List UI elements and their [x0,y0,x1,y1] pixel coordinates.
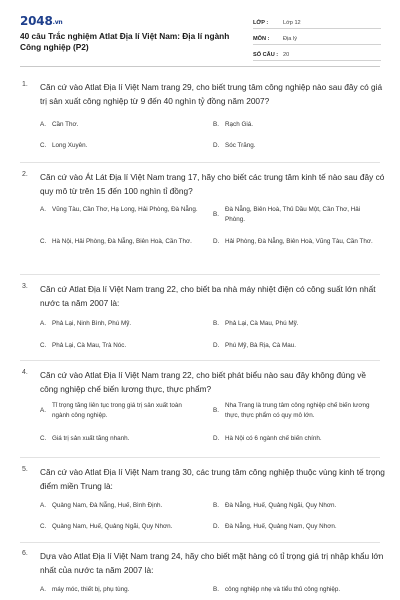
logo-tld: .vn [52,19,63,26]
question-text: Căn cứ vào Át Lát Địa lí Việt Nam trang 17, hãy cho biết các trung tâm kinh tế nào sau đây có quy mô từ trên 15 đến 100 nghìn tỉ đồng? [40,172,385,196]
option-letter: D. [213,142,220,149]
question-text: Căn cứ vào Atlat Địa lí Việt Nam trang 29, cho biết trung tâm công nghiệp nào sau đây có giá trị sản xuất công nghiệp từ 9 đến 40 nghìn tỷ đồng năm 2007? [40,82,383,106]
option-letter: C. [40,435,47,442]
option-letter: C. [40,238,47,245]
option-letter: D. [213,238,220,245]
question-separator [20,360,380,361]
option-letter: D. [213,523,220,530]
question-separator [20,542,380,543]
question-separator [20,274,380,275]
question-text: Căn cứ vào Atlat Địa lí Việt Nam trang 22, cho biết phát biểu nào sau đây không đúng về công nghiệp chế biến lương thực, thực phẩm? [40,370,366,394]
option-text: Vũng Tàu, Cần Thơ, Hạ Long, Hải Phòng, Đà Nẵng. [52,206,198,213]
option-b[interactable] [213,501,373,511]
option-b[interactable] [213,585,390,595]
option-text: Phú Mỹ, Bà Rịa, Cà Mau. [225,342,297,349]
option-text: Quảng Nam, Đà Nẵng, Huế, Bình Định. [52,502,163,509]
option-text: Phả Lại, Cà Mau, Phú Mỹ. [225,320,299,327]
option-a[interactable] [40,319,200,329]
option-letter: C. [40,142,47,149]
option-c[interactable] [40,141,200,151]
option-b[interactable] [213,319,373,329]
option-letter: C. [40,523,47,530]
meta-row-count [253,46,381,61]
page-title: 40 câu Trắc nghiệm Atlat Địa lí Việt Nam: Địa lí ngành Công nghiệp (P2) [20,31,230,52]
question-number: 6. [22,550,28,557]
option-letter: B. [213,502,219,509]
option-letter: A. [40,406,46,414]
question-list [0,80,400,593]
option-letter: A. [40,206,46,213]
option-text: Hà Nội, Hải Phòng, Đà Nẵng, Biên Hoà, Cần Thơ. [52,238,192,245]
header-divider [20,66,380,67]
question-number: 3. [22,283,28,290]
option-text: máy móc, thiết bị, phụ tùng. [52,586,130,593]
question-text: Căn cứ Atlat Địa lí Việt Nam trang 22, cho biết ba nhà máy nhiệt điện có công suất lớn nhất nước ta năm 2007 là: [40,284,376,308]
option-text: Phả Lại, Ninh Bình, Phú Mỹ. [52,320,132,327]
option-text: Cần Thơ. [52,121,79,128]
option-b[interactable] [213,401,373,420]
option-b[interactable] [213,205,373,224]
option-letter: A. [40,586,46,593]
option-c[interactable] [40,522,212,532]
option-d[interactable] [213,434,373,444]
option-text: Hà Nội có 6 ngành chế biến chính. [225,435,322,442]
question-separator [20,457,380,458]
option-text: Đà Nẵng, Huế, Quảng Ngãi, Quy Nhơn. [225,502,337,509]
option-c[interactable] [40,434,200,444]
meta-label: LỚP : [253,20,269,26]
option-text: Giá trị sản xuất tăng nhanh. [52,435,130,442]
meta-row-class [253,14,381,29]
question-number: 2. [22,171,28,178]
option-letter: A. [40,320,46,327]
question-number: 1. [22,81,28,88]
option-text: Tỉ trọng tăng liên tục trong giá trị sản xuất toàn ngành công nghiệp. [52,402,182,419]
option-letter: A. [40,121,46,128]
question-number: 4. [22,369,28,376]
document-meta [253,14,381,61]
meta-value: Địa lý [283,36,297,42]
option-text: Rạch Giá. [225,121,253,128]
option-a[interactable] [40,205,200,215]
option-d[interactable] [213,141,373,151]
option-a[interactable] [40,585,200,595]
logo-text: 2048 [20,14,53,28]
option-a[interactable] [40,401,200,420]
option-letter: D. [213,435,220,442]
question-1 [0,80,400,170]
question-3 [0,282,400,368]
option-letter: D. [213,342,220,349]
meta-value: Lớp 12 [283,20,301,26]
option-text: Nha Trang là trung tâm công nghiệp chế biến lương thực, thực phẩm có quy mô lớn. [225,402,370,419]
question-2 [0,170,400,282]
option-letter: B. [213,586,219,593]
question-5 [0,465,400,549]
option-a[interactable] [40,120,200,130]
option-text: Hải Phòng, Đà Nẵng, Biên Hoà, Vũng Tàu, Cần Thơ. [225,238,373,245]
option-text: công nghiệp nhẹ và tiểu thủ công nghiệp. [225,586,341,593]
question-text: Căn cứ vào Atlat Địa lí Việt Nam trang 30, các trung tâm công nghiệp thuộc vùng kinh tế trọng điểm miền Trung là: [40,467,385,491]
meta-label: SỐ CÂU : [253,52,279,58]
meta-label: MÔN : [253,36,270,42]
meta-value: 20 [283,52,290,58]
question-text: Dựa vào Atlat Địa lí Việt Nam trang 24, hãy cho biết mặt hàng có tỉ trọng giá trị nhập khẩu lớn nhất của nước ta năm 2007 là: [40,551,384,575]
option-letter: B. [213,121,219,128]
option-text: Đà Nẵng, Biên Hoà, Thủ Dầu Một, Cần Thơ, Hải Phòng. [225,206,361,223]
option-text: Đà Nẵng, Huế, Quảng Nam, Quy Nhơn. [225,523,337,530]
option-a[interactable] [40,501,200,511]
option-letter: B. [213,406,219,414]
option-text: Quảng Nam, Huế, Quảng Ngãi, Quy Nhơn. [52,523,173,530]
option-c[interactable] [40,341,200,351]
question-4 [0,368,400,465]
option-letter: B. [213,320,219,327]
option-letter: A. [40,502,46,509]
site-logo[interactable] [20,14,62,28]
option-text: Long Xuyên. [52,142,88,149]
option-d[interactable] [213,237,373,247]
option-text: Phả Lại, Cà Mau, Trà Nóc. [52,342,127,349]
document-header [0,0,400,62]
option-b[interactable] [213,120,373,130]
option-letter: B. [213,210,219,218]
question-number: 5. [22,466,28,473]
option-text: Sóc Trăng. [225,142,256,149]
option-c[interactable] [40,237,200,247]
question-separator [20,162,380,163]
option-letter: C. [40,342,47,349]
option-d[interactable] [213,341,373,351]
option-d[interactable] [213,522,385,532]
meta-row-subject [253,30,381,45]
